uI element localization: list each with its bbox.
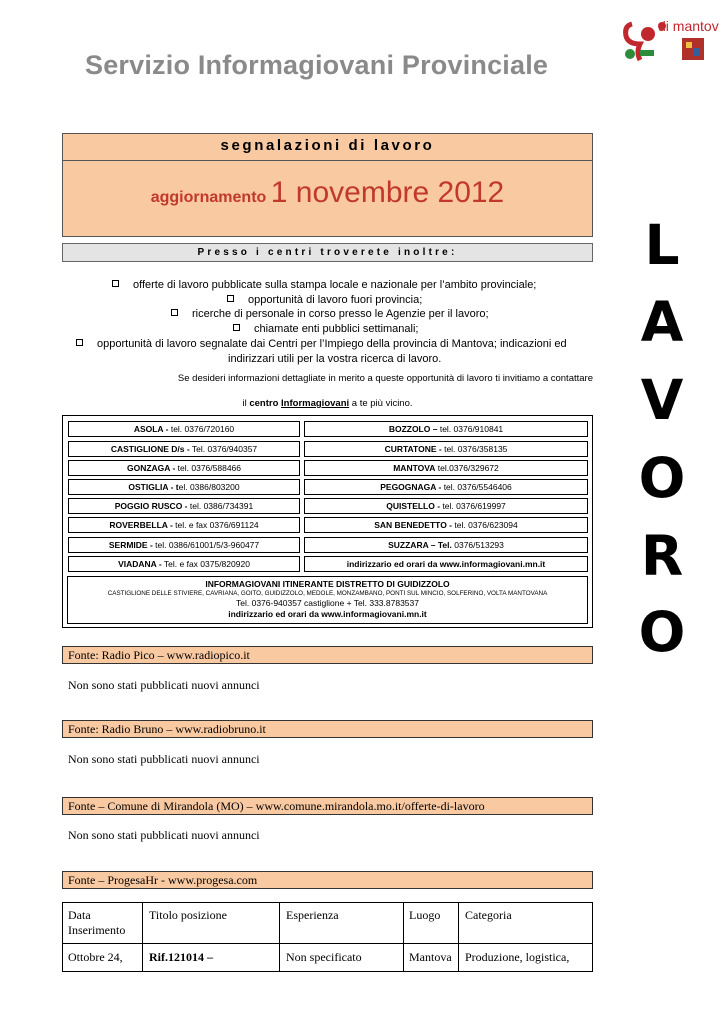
- informagiovani-link[interactable]: Informagiovani: [281, 398, 350, 409]
- office-cell: SERMIDE - tel. 0386/61001/5/3-960477: [68, 537, 300, 553]
- table-col-divider: [279, 902, 280, 972]
- office-cell: ROVERBELLA - tel. e fax 0376/691124: [68, 517, 300, 533]
- bullet-item: offerte di lavoro pubblicate sulla stampa locale e nazionale per l’ambito provinciale;: [112, 279, 536, 291]
- side-letter: V: [640, 368, 684, 432]
- table-col-divider: [458, 902, 459, 972]
- office-cell: QUISTELLO - tel. 0376/619997: [304, 498, 588, 514]
- table-cell: Non specificato: [286, 950, 362, 964]
- office-cell: ASOLA - tel. 0376/720160: [68, 421, 300, 437]
- side-letter: O: [638, 600, 686, 664]
- source-note: Non sono stati pubblicati nuovi annunci: [68, 828, 260, 842]
- source-note: Non sono stati pubblicati nuovi annunci: [68, 678, 260, 692]
- checkbox-square-icon: [227, 295, 234, 302]
- office-cell: indirizzario ed orari da www.informagiovani.mn.it: [304, 556, 588, 572]
- table-header: Luogo: [409, 908, 441, 922]
- office-cell: MANTOVA tel.0376/329672: [304, 460, 588, 476]
- checkbox-square-icon: [233, 324, 240, 331]
- bullet-item: chiamate enti pubblici settimanali;: [233, 323, 418, 335]
- bullet-item: opportunità di lavoro fuori provincia;: [227, 294, 422, 306]
- source-radio-bruno: Fonte: Radio Bruno – www.radiobruno.it: [62, 720, 593, 738]
- table-cell: Mantova: [409, 950, 452, 964]
- office-cell: OSTIGLIA - tel. 0386/803200: [68, 479, 300, 495]
- checkbox-square-icon: [76, 339, 83, 346]
- office-cell: SUZZARA – Tel. 0376/513293: [304, 537, 588, 553]
- checkbox-square-icon: [112, 280, 119, 287]
- office-cell: BOZZOLO – tel. 0376/910841: [304, 421, 588, 437]
- checkbox-square-icon: [171, 309, 178, 316]
- itinerante-tel: Tel. 0376-940357 castiglione + Tel. 333.8783537: [236, 598, 419, 608]
- update-date: 1 novembre 2012: [270, 176, 505, 209]
- office-cell: PEGOGNAGA - tel. 0376/5546406: [304, 479, 588, 495]
- itinerante-towns: CASTIGLIONE DELLE STIVIERE, CAVRIANA, GOITO, GUIDIZZOLO, MEDOLE, MONZAMBANO, PONTI SUL MINCIO, SOLFERINO, VOLTA MANTOVANA: [107, 590, 548, 597]
- logo-text: di mantov: [658, 18, 719, 34]
- table-cell: Ottobre 24,: [68, 950, 123, 964]
- source-note: Non sono stati pubblicati nuovi annunci: [68, 752, 260, 766]
- office-cell: GONZAGA - tel. 0376/588466: [68, 460, 300, 476]
- update-label: aggiornamento: [150, 189, 267, 206]
- table-header: Esperienza: [286, 908, 339, 922]
- office-cell: POGGIO RUSCO - tel. 0386/734391: [68, 498, 300, 514]
- side-letter: A: [640, 290, 684, 354]
- source-progesa: Fonte – ProgesaHr - www.progesa.com: [62, 871, 593, 889]
- info-text: Se desideri informazioni dettagliate in merito a queste opportunità di lavoro ti invitiamo a contattare: [177, 373, 593, 384]
- page-title: Servizio Informagiovani Provinciale: [85, 50, 549, 80]
- office-cell: VIADANA - Tel. e fax 0375/820920: [68, 556, 300, 572]
- update-line: [62, 176, 593, 210]
- logo: [618, 14, 724, 76]
- table-col-divider: [142, 902, 143, 972]
- bullet-continuation: indirizzari utili per la vostra ricerca di lavoro.: [228, 353, 442, 365]
- info-text-2: il centro Informagiovani a te più vicino.: [242, 398, 413, 409]
- source-radio-pico: Fonte: Radio Pico – www.radiopico.it: [62, 646, 593, 664]
- presso-bar: Presso i centri troverete inoltre:: [62, 243, 593, 262]
- table-header: Data Inserimento: [68, 908, 126, 937]
- itinerante-title: INFORMAGIOVANI ITINERANTE DISTRETTO DI GUIDIZZOLO: [205, 579, 450, 589]
- table-header: Titolo posizione: [149, 908, 227, 922]
- office-cell: CURTATONE - tel. 0376/358135: [304, 441, 588, 457]
- office-cell: SAN BENEDETTO - tel. 0376/623094: [304, 517, 588, 533]
- itinerante-web: indirizzario ed orari da www.informagiovani.mn.it: [228, 609, 427, 619]
- office-cell: CASTIGLIONE D/s - Tel. 0376/940357: [68, 441, 300, 457]
- side-letter: O: [638, 446, 686, 510]
- table-cell: Produzione, logistica,: [465, 950, 570, 964]
- side-letter: R: [640, 524, 684, 588]
- bullet-item: ricerche di personale in corso presso le Agenzie per il lavoro;: [171, 308, 489, 320]
- bullet-item: opportunità di lavoro segnalate dai Centri per l’Impiego della provincia di Mantova; indicazioni ed: [76, 338, 567, 350]
- side-letter: L: [644, 213, 680, 277]
- source-comune-mirandola: Fonte – Comune di Mirandola (MO) – www.comune.mirandola.mo.it/offerte-di-lavoro: [62, 797, 593, 815]
- table-header: Categoria: [465, 908, 512, 922]
- header-divider: [62, 160, 593, 161]
- itinerante-box: [67, 576, 588, 624]
- table-cell: Rif.121014 –: [149, 950, 213, 964]
- table-col-divider: [403, 902, 404, 972]
- header-subtitle: segnalazioni di lavoro: [220, 137, 435, 154]
